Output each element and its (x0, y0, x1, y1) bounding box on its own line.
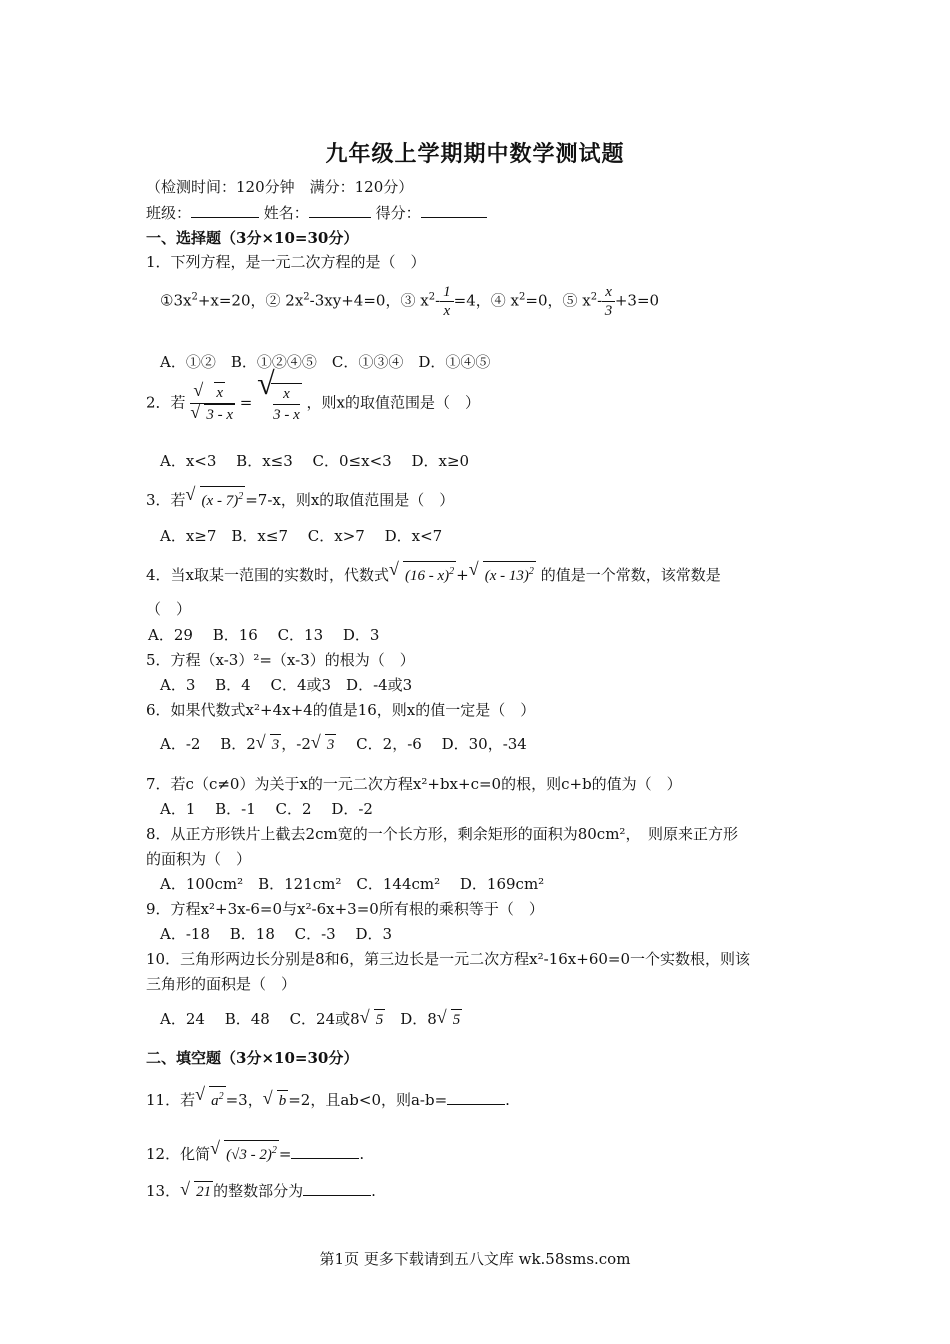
q13-line: 13． √ 21 的整数部分为 . (146, 1179, 376, 1200)
q1-options: A．①② B．①②④⑤ C．①③④ D．①④⑤ (160, 353, 491, 371)
score-label: 得分： (375, 204, 421, 222)
sqrt-5: √ 5 (436, 1007, 461, 1028)
student-info-line (146, 203, 487, 223)
class-label: 班级： (146, 204, 192, 222)
q9-options: A．-18 B．18 C．-3 D．3 (160, 925, 393, 943)
q10-cont: 三角形的面积是（ ） (146, 975, 297, 993)
name-label: 姓名： (263, 204, 309, 222)
section-choice-heading: 一、选择题（3分×10=30分） (146, 229, 359, 247)
q9-stem: 9．方程x²+3x-6=0与x²-6x+3=0所有根的乘积等于（ ） (146, 900, 544, 918)
fraction-one-over-x: $\frac{1}{x}$ (440, 283, 454, 320)
q12-answer-blank[interactable] (291, 1158, 359, 1159)
page-footer: 第1页 更多下载请到五八文库 wk.58sms.com (319, 1250, 631, 1268)
sqrt-sqrt3-minus-2-squared: √ (√3 - 2)$^2$ (210, 1138, 277, 1163)
sqrt-3: √ 3 (310, 732, 335, 753)
q1-equations: $①3x^2+x=20$，② $2x^2-3xy+4=0$，③ $x^2-$ $\frac{1}{x}$ =4，④ $x^2=0$，⑤ $x^2-$ $\frac{x}{3}$ +3=0 (160, 284, 660, 319)
sqrt-x-minus-13-squared: √ (x - 13)$^2$ (468, 559, 534, 584)
score-blank[interactable] (421, 217, 487, 218)
sqrt-3: √ 3 (255, 732, 280, 753)
q2-options: A．x<3 B．x≤3 C．0≤x<3 D．x≥0 (160, 452, 470, 470)
section-fill-heading: 二、填空题（3分×10=30分） (146, 1049, 359, 1067)
q12-line: 12．化简 √ (√3 - 2)$^2$ = . (146, 1138, 365, 1163)
q8-options: A．100cm² B．121cm² C．144cm² D．169cm² (160, 875, 545, 893)
q4-cont: （ ） (146, 600, 192, 618)
name-blank[interactable] (309, 217, 371, 218)
class-blank[interactable] (191, 217, 259, 218)
q8-stem: 8．从正方形铁片上截去2cm宽的一个长方形，剩余矩形的面积为80cm²， 则原来正方形 (146, 825, 738, 843)
sqrt-a-squared: √ $a^2$ (195, 1084, 224, 1109)
q3-line: 3．若 √ (x - 7)$^2$ =7-x，则x的取值范围是（ ） (146, 484, 455, 509)
q4-line: 4．当x取某一范围的实数时，代数式 √ (16 - x)$^2$ + √ (x - 13)$^2$ 的值是一个常数，该常数是 (146, 559, 721, 584)
sqrt-b: √ b (262, 1088, 287, 1109)
sqrt-fraction: √ $\frac{x}{3 - x}$ (257, 364, 300, 423)
q5-stem: 5．方程（x-3）²=（x-3）的根为（ ） (146, 651, 415, 669)
page-title: 九年级上学期期中数学测试题 (325, 141, 625, 167)
q6-stem: 6．如果代数式x²+4x+4的值是16，则x的值一定是（ ） (146, 701, 536, 719)
q10-stem: 10．三角形两边长分别是8和6，第三边长是一元二次方程x²-16x+60=0一个实数根，则该 (146, 950, 751, 968)
q2-line: 2．若 √ x √ 3 - x = √ $\frac{x}{3 - x}$ ，则x的取值范围是（ ） (146, 364, 480, 423)
q11-line: 11．若 √ $a^2 =3$， √ b =2，且ab<0，则a-b= . (146, 1084, 510, 1109)
fraction-x-over-3: $\frac{x}{3}$ (602, 283, 615, 320)
q8-cont: 的面积为（ ） (146, 850, 252, 868)
sqrt-16-minus-x-squared: √ (16 - x)$^2$ (389, 559, 455, 584)
sqrt-21: √ 21 (180, 1179, 212, 1200)
q6-options: A．-2 B．2 √ 3 ，-2 √ 3 C．2，-6 D．30，-34 (160, 732, 527, 753)
q13-answer-blank[interactable] (303, 1195, 371, 1196)
q1-stem: 1．下列方程，是一元二次方程的是（ ） (146, 253, 426, 271)
fraction-sqrtx-over-sqrt3mx: √ x √ 3 - x (190, 380, 233, 423)
sqrt-5: √ 5 (359, 1007, 384, 1028)
time-info: （检测时间：120分钟 满分：120分） (146, 178, 414, 196)
q5-options: A．3 B．4 C．4或3 D．-4或3 (160, 676, 413, 694)
q11-answer-blank[interactable] (447, 1104, 505, 1105)
sqrt-x-minus-7-squared: √ (x - 7)$^2$ (185, 484, 244, 509)
q7-stem: 7．若c（c≠0）为关于x的一元二次方程x²+bx+c=0的根，则c+b的值为（ ） (146, 775, 682, 793)
q4-options: A．29 B．16 C．13 D．3 (148, 626, 380, 644)
q7-options: A．1 B．-1 C．2 D．-2 (160, 800, 373, 818)
q3-options: A．x≥7 B．x≤7 C．x>7 D．x<7 (160, 527, 443, 545)
q10-options: A．24 B．48 C．24或8 √ 5 D．8 √ 5 (160, 1007, 461, 1028)
